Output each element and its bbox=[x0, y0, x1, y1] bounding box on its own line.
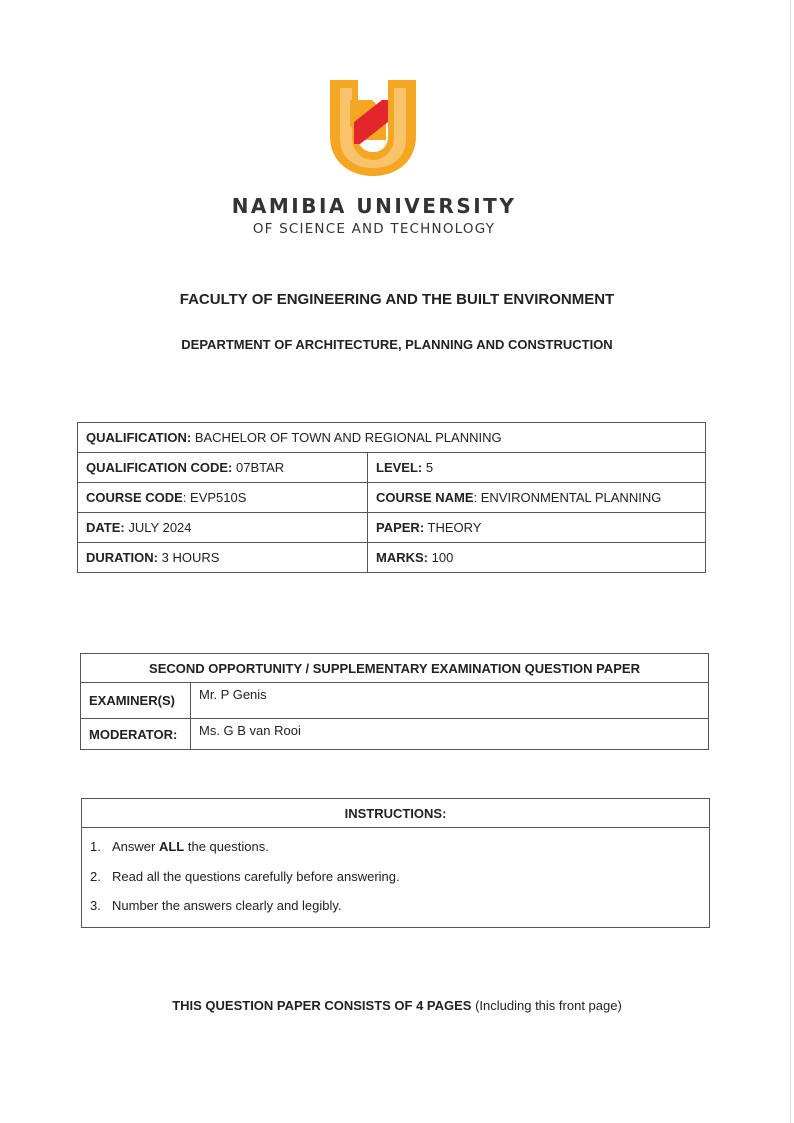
instruction-item: 2. Read all the questions carefully before answering. bbox=[90, 868, 400, 884]
paper-value: THEORY bbox=[427, 520, 482, 535]
page-edge bbox=[790, 0, 791, 1123]
moderator-value: Ms. G B van Rooi bbox=[191, 719, 709, 750]
duration-label: DURATION: bbox=[86, 550, 158, 565]
marks-label: MARKS: bbox=[376, 550, 428, 565]
faculty-heading: FACULTY OF ENGINEERING AND THE BUILT ENVIRONMENT bbox=[179, 291, 615, 308]
university-name: NAMIBIA UNIVERSITY bbox=[231, 194, 517, 218]
date-cell bbox=[78, 513, 368, 543]
course-code-label: COURSE CODE bbox=[86, 490, 183, 505]
examiner-value: Mr. P Genis bbox=[191, 683, 709, 719]
instructions-title: INSTRUCTIONS: bbox=[82, 799, 710, 828]
qualification-code-cell bbox=[78, 453, 368, 483]
moderator-label: MODERATOR: bbox=[81, 719, 191, 750]
department-heading: DEPARTMENT OF ARCHITECTURE, PLANNING AND CONSTRUCTION bbox=[181, 337, 613, 352]
course-name-label: COURSE NAME bbox=[376, 490, 474, 505]
examination-table bbox=[80, 653, 709, 750]
course-code-cell bbox=[78, 483, 368, 513]
paper-label: PAPER: bbox=[376, 520, 425, 535]
qualification-label: QUALIFICATION: bbox=[86, 430, 192, 445]
level-cell bbox=[368, 453, 706, 483]
instructions-list bbox=[82, 828, 710, 928]
duration-value: 3 HOURS bbox=[161, 550, 220, 565]
university-subtitle: OF SCIENCE AND TECHNOLOGY bbox=[252, 221, 496, 237]
date-label: DATE: bbox=[86, 520, 125, 535]
instruction-item: 1. Answer ALL the questions. bbox=[90, 839, 269, 854]
qualification-cell bbox=[78, 423, 706, 453]
course-code-value: : EVP510S bbox=[182, 490, 247, 505]
university-logo bbox=[326, 78, 420, 178]
duration-cell bbox=[78, 543, 368, 573]
qualification-value: BACHELOR OF TOWN AND REGIONAL PLANNING bbox=[194, 430, 502, 445]
examiner-label: EXAMINER(S) bbox=[81, 683, 191, 719]
qualification-code-label: QUALIFICATION CODE: bbox=[86, 460, 233, 475]
qualification-table bbox=[77, 422, 706, 573]
instruction-item: 3. Number the answers clearly and legibly. bbox=[90, 898, 342, 913]
qualification-code-value: 07BTAR bbox=[235, 460, 285, 475]
page-count-bold: THIS QUESTION PAPER CONSISTS OF 4 PAGES bbox=[172, 998, 472, 1013]
page-count-note-text: (Including this front page) bbox=[471, 998, 622, 1013]
level-value: 5 bbox=[425, 460, 434, 475]
marks-value: 100 bbox=[431, 550, 454, 565]
instructions-table bbox=[81, 798, 710, 928]
level-label: LEVEL: bbox=[376, 460, 423, 475]
page-count-note bbox=[0, 998, 794, 1013]
paper-cell bbox=[368, 513, 706, 543]
marks-cell bbox=[368, 543, 706, 573]
examination-title: SECOND OPPORTUNITY / SUPPLEMENTARY EXAMINATION QUESTION PAPER bbox=[81, 654, 709, 683]
course-name-cell bbox=[368, 483, 706, 513]
course-name-value: : ENVIRONMENTAL PLANNING bbox=[473, 490, 662, 505]
date-value: JULY 2024 bbox=[128, 520, 192, 535]
